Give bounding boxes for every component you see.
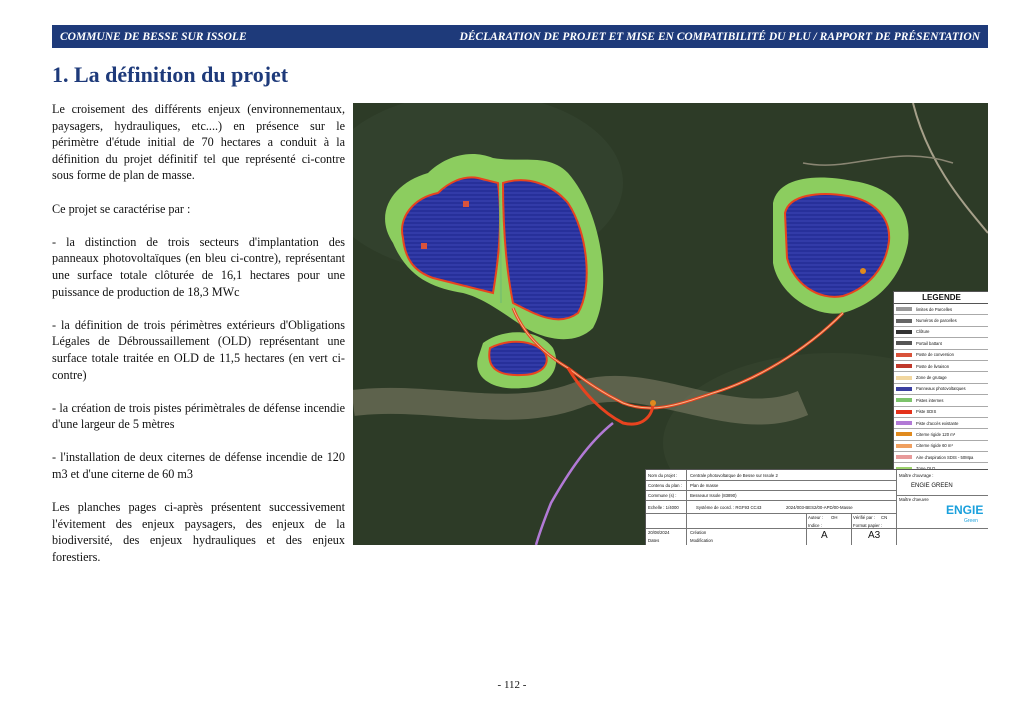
- engie-logo-sub: Green: [964, 518, 978, 524]
- checked-by: CN: [881, 515, 888, 520]
- legend-label: Zone de grutage: [916, 375, 947, 381]
- paragraph: Les planches pages ci-après présentent successivement l'évitement des enjeux paysagers, des enjeux de la biodiversité, des enjeux hydrauliques et des enjeux forestiers.: [52, 500, 345, 565]
- legend-item: [894, 384, 988, 395]
- legend-title: LEGENDE: [894, 292, 988, 304]
- paper-format: A3: [868, 530, 881, 541]
- coordinate-system: Système de coord. : RGF93 CC43: [696, 505, 762, 510]
- legend-swatch: [896, 330, 912, 334]
- conversion-station-marker: [463, 201, 469, 207]
- paragraph: Ce projet se caractérise par :: [52, 201, 191, 216]
- header-bar: [52, 25, 988, 48]
- legend-item: [894, 418, 988, 429]
- legend-swatch: [896, 444, 912, 448]
- legend-item: [894, 304, 988, 315]
- map-legend: [893, 291, 988, 471]
- legend-label: Clôture: [916, 329, 930, 335]
- author-label: Auteur :: [808, 515, 824, 520]
- plan-content: Plan de masse: [690, 483, 719, 488]
- legend-swatch: [896, 353, 912, 357]
- author: OH: [831, 515, 838, 520]
- legend-swatch: [896, 421, 912, 425]
- page-number: - 112 -: [497, 679, 527, 691]
- client-label: Maître d'ouvrage :: [899, 473, 934, 478]
- legend-swatch: [896, 319, 912, 323]
- body-text: [52, 101, 345, 582]
- conversion-station-marker: [421, 243, 427, 249]
- plan-content-label: Contenu du plan :: [648, 483, 682, 488]
- legend-item: [894, 452, 988, 463]
- legend-item: [894, 407, 988, 418]
- legend-label: Poste de livraison: [916, 363, 950, 369]
- legend-swatch: [896, 364, 912, 368]
- legend-swatch: [896, 398, 912, 402]
- paragraph: - la distinction de trois secteurs d'implantation des panneaux photovoltaïques (en bleu ci-contre), représentant une surface totale clôturée de 16,1 hectares pour une puissance de production de 18,3 MWc: [52, 234, 345, 299]
- legend-label: Aire d'aspiration SDIS - 50Mpa: [916, 454, 974, 460]
- water-tank-marker: [650, 400, 656, 406]
- legend-item: [894, 429, 988, 440]
- paper-format-label: Format papier :: [853, 523, 883, 528]
- dates-label: Dates: [648, 538, 660, 543]
- legend-swatch: [896, 341, 912, 345]
- engie-logo: ENGIE: [946, 503, 984, 517]
- legend-item: [894, 315, 988, 326]
- legend-swatch: [896, 410, 912, 414]
- revision: A: [821, 530, 828, 541]
- section-title: 1. La définition du projet: [52, 62, 289, 87]
- scale: Echelle : 1/4000: [648, 505, 679, 510]
- legend-swatch: [896, 307, 912, 311]
- drawing-reference: 2024/003-BES2/00-APD/00-Masse: [786, 505, 853, 510]
- paragraph: - l'installation de deux citernes de défense incendie de 120 m3 et d'une citerne de 60 m3: [52, 450, 345, 482]
- legend-label: limites de Parcelles: [916, 306, 953, 312]
- legend-label: Numéros de parcelles: [916, 318, 957, 324]
- revision-description: Création: [690, 530, 707, 535]
- project-name-label: Nom du projet :: [648, 473, 678, 478]
- legend-swatch: [896, 455, 912, 459]
- legend-label: Panneaux photovoltaïques: [916, 386, 966, 392]
- client-name: ENGIE GREEN: [911, 483, 953, 489]
- legend-item: [894, 361, 988, 372]
- legend-label: Pistes internes: [916, 397, 944, 403]
- checked-by-label: Vérifié par :: [853, 515, 875, 520]
- legend-list: [894, 304, 988, 486]
- legend-label: Citerne rigide 60 m³: [916, 443, 953, 449]
- site-plan-map: [353, 103, 988, 545]
- legend-label: Portail battant: [916, 340, 942, 346]
- legend-item: [894, 338, 988, 349]
- paragraph: - la définition de trois périmètres extérieurs d'Obligations Légales de Débroussaillement (OLD) représentant une surface totale traitée en OLD de 11,5 hectares (en vert ci-contre): [52, 317, 345, 382]
- legend-label: Poste de conversion: [916, 352, 954, 358]
- title-block: [645, 469, 988, 545]
- commune-label: Commune (s) :: [648, 493, 677, 498]
- header-document-title: DÉCLARATION DE PROJET ET MISE EN COMPATIBILITÉ DU PLU / RAPPORT DE PRÉSENTATION: [459, 30, 980, 43]
- legend-swatch: [896, 432, 912, 436]
- legend-item: [894, 327, 988, 338]
- revision-date: 20/08/2024: [648, 530, 670, 535]
- legend-label: Piste d'accès existante: [916, 420, 959, 426]
- legend-item: [894, 395, 988, 406]
- header-commune: COMMUNE DE BESSE SUR ISSOLE: [60, 30, 247, 43]
- legend-swatch: [896, 387, 912, 391]
- legend-item: [894, 350, 988, 361]
- legend-item: [894, 441, 988, 452]
- paragraph: Le croisement des différents enjeux (environnementaux, paysagers, hydrauliques, etc....) en présence sur le périmètre d'étude initial de 70 hectares a conduit à la définition du projet définitif tel que représenté ci-contre sous forme de plan de masse.: [52, 102, 345, 183]
- commune-value: Besseaur Issole (83890): [690, 493, 737, 498]
- revision-label: Indice :: [808, 523, 822, 528]
- legend-item: [894, 372, 988, 383]
- legend-label: Piste SDIS: [916, 409, 937, 415]
- contractor-label: Maître d'oeuvre: [899, 497, 929, 502]
- water-tank-marker: [860, 268, 866, 274]
- paragraph: - la création de trois pistes périmètrales de défense incendie d'une largeur de 5 mètres: [52, 400, 345, 432]
- legend-label: Citerne rigide 120 m³: [916, 431, 956, 437]
- legend-swatch: [896, 376, 912, 380]
- project-name: Centrale photovoltaïque de Besse sur Issole 2: [690, 473, 778, 478]
- modification-label: Modification: [690, 538, 713, 543]
